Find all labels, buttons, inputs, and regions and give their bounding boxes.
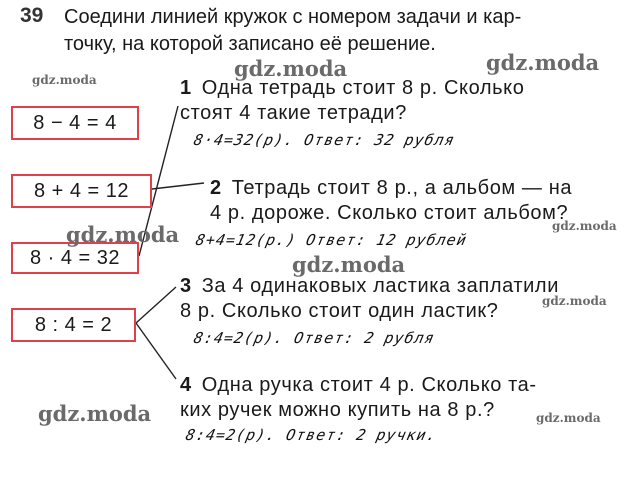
watermark: gdz.moda <box>486 50 600 75</box>
problem-1-answer: 8·4=32(р). Ответ: 32 рубля <box>192 131 457 149</box>
problem-3-answer: 8:4=2(р). Ответ: 2 рубля <box>192 329 437 347</box>
problem-1-line-2: стоят 4 такие тетради? <box>180 102 407 124</box>
problem-4 <box>180 373 537 423</box>
card-division: 8 : 4 = 2 <box>11 308 136 342</box>
watermark: gdz.moda <box>38 401 152 426</box>
problem-1 <box>180 76 524 126</box>
problem-2-answer: 8+4=12(р.) Ответ: 12 рублей <box>194 231 469 249</box>
watermark: gdz.moda <box>32 73 97 87</box>
card-addition: 8 + 4 = 12 <box>11 174 152 208</box>
watermark: gdz.moda <box>234 56 348 81</box>
watermark: gdz.moda <box>542 294 607 308</box>
problem-2-line-2: 4 р. дороже. Сколько стоит альбом? <box>210 202 569 224</box>
problem-3 <box>180 274 559 324</box>
link-card2-problem2 <box>152 183 204 189</box>
exercise-number: 39 <box>20 4 44 27</box>
problem-1-number: 1 <box>180 77 192 99</box>
problem-3-line-2: 8 р. Сколько стоит один ластик? <box>180 300 499 322</box>
card-multiplication: 8 · 4 = 32 <box>11 242 139 274</box>
problem-3-line-1: За 4 одинаковых ластика заплатили <box>201 275 559 297</box>
problem-1-line-1: Одна тетрадь стоит 8 р. Сколько <box>201 77 525 99</box>
problem-4-line-1: Одна ручка стоит 4 р. Сколько та- <box>201 374 537 396</box>
problem-3-number: 3 <box>180 275 192 297</box>
watermark: gdz.moda <box>66 222 180 247</box>
link-card4-problem4 <box>136 323 176 379</box>
watermark: gdz.moda <box>552 219 617 233</box>
instruction-line-2: точку, на которой записано её решение. <box>64 33 436 55</box>
problem-2-number: 2 <box>210 177 222 199</box>
problem-4-number: 4 <box>180 374 192 396</box>
problem-2-line-1: Тетрадь стоит 8 р., а альбом — на <box>231 177 573 199</box>
problem-4-answer: 8:4=2(р). Ответ: 2 ручки. <box>184 426 439 444</box>
card-subtraction: 8 − 4 = 4 <box>11 106 139 140</box>
watermark: gdz.moda <box>292 252 406 277</box>
link-card4-problem3 <box>136 287 176 323</box>
problem-2 <box>210 176 572 226</box>
instruction-line-1: Соедини линией кружок с номером задачи и кар- <box>64 6 522 28</box>
problem-4-line-2: ких ручек можно купить на 8 р.? <box>180 399 495 421</box>
watermark: gdz.moda <box>536 411 601 425</box>
